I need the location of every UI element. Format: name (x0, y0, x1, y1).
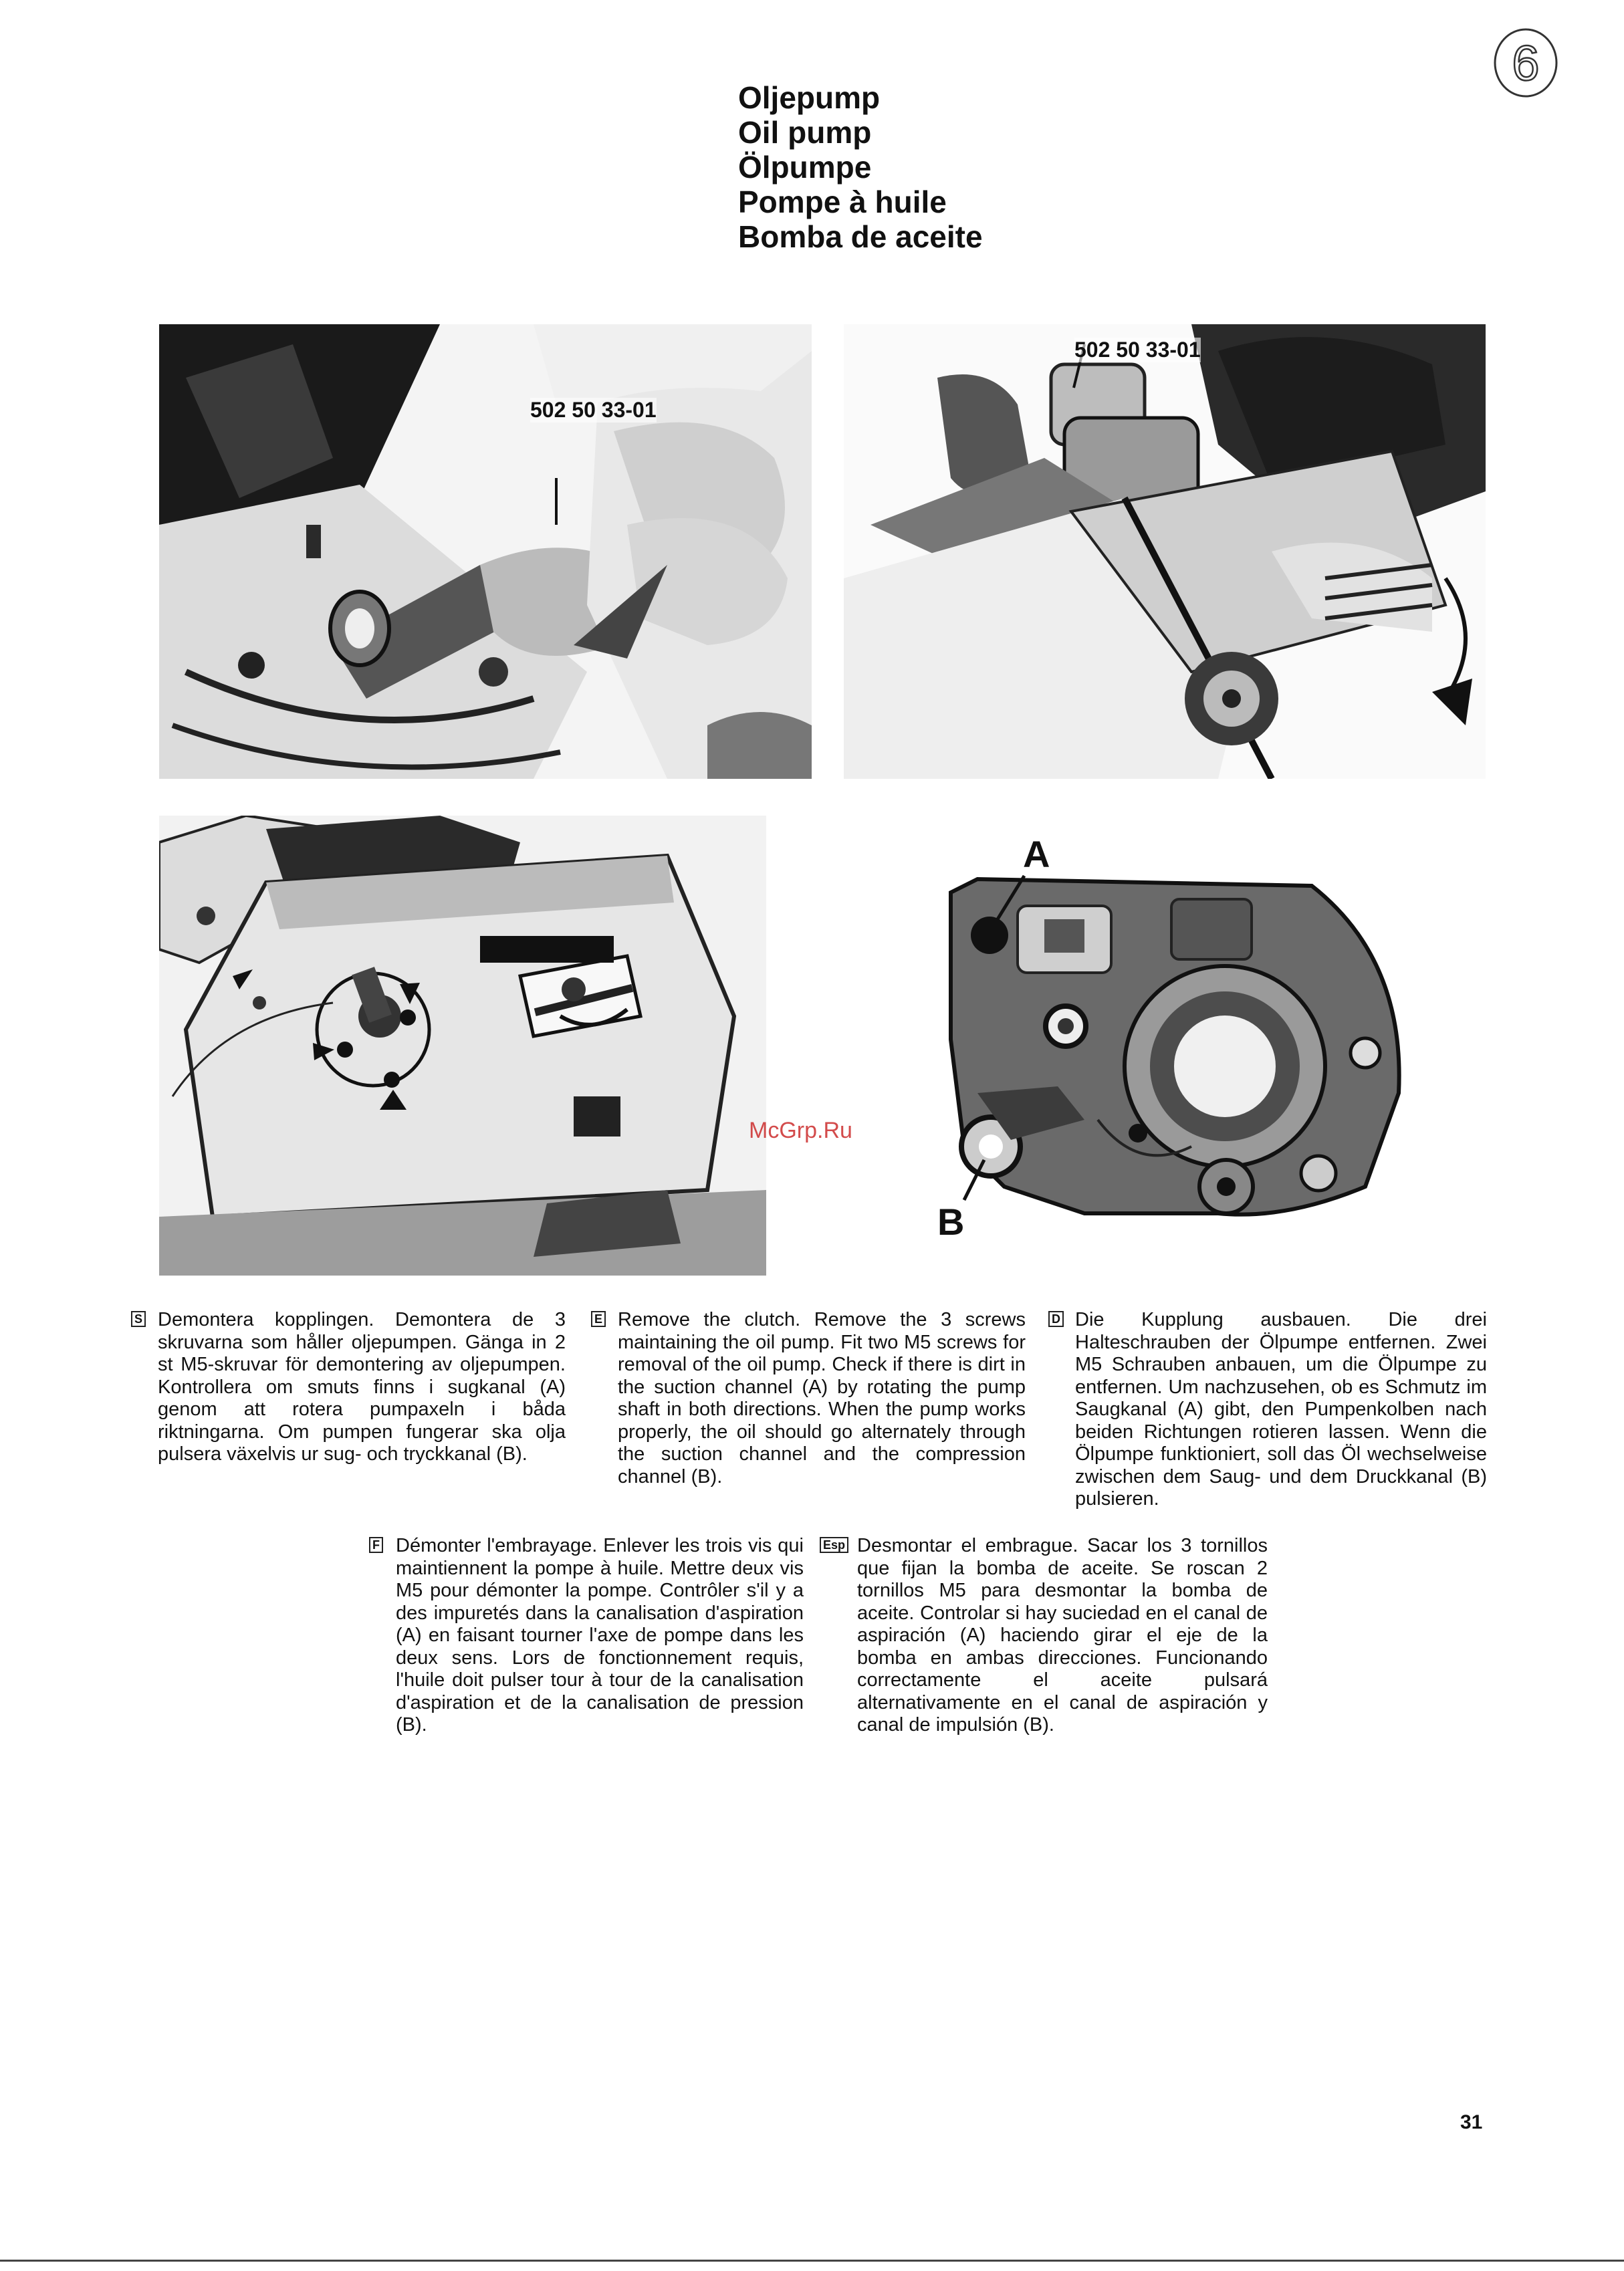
fig2-part-number: 502 50 33-01 (1074, 338, 1201, 362)
lang-badge-english: E (591, 1311, 606, 1327)
bottom-rule (0, 2260, 1624, 2262)
lang-badge-spanish: Esp (820, 1537, 848, 1553)
photo-saw-rotation (844, 324, 1486, 779)
instructions-french-text: Démonter l'embrayage. Enlever les trois vis qui maintiennent la pompe à huile. Mettre deux vis M5 pour démonter la pompe. Contrôler s'il y a des impuretés dans la canalisation d'aspiration (A) en faisant tourner l'axe de pompe dans les deux sens. Lors de fonctionnement requis, l'huile doit pulser tour à tour de la canalisation d'aspiration et de la canalisation de pression (B). (396, 1535, 804, 1736)
title-spanish: Bomba de aceite (738, 219, 983, 254)
section-number-badge (1492, 27, 1559, 99)
photo-tool-installation (159, 324, 812, 779)
photo-oil-pump-channels (937, 839, 1419, 1253)
lang-badge-swedish: S (131, 1311, 146, 1327)
channel-label-a: A (1023, 839, 1050, 875)
channel-label-b: B (937, 1201, 965, 1243)
instructions-french (369, 1535, 804, 1737)
instructions-spanish (820, 1535, 1268, 1737)
instructions-english-text: Remove the clutch. Remove the 3 screws maintaining the oil pump. Fit two M5 screws for removal of the oil pump. Check if there is dirt in the suction channel (A) by rotating the pump shaft in both directions. When the pump works properly, the oil should go alternately through the suction channel and the compression channel (B). (618, 1309, 1026, 1487)
title-english: Oil pump (738, 115, 872, 150)
title-swedish: Oljepump (738, 80, 881, 115)
instructions-german (1048, 1309, 1487, 1511)
page-title (738, 80, 983, 254)
photo-pump-screws (159, 816, 766, 1276)
instructions-swedish-text: Demontera kopplingen. Demontera de 3 skruvarna som håller oljepumpen. Gänga in 2 st M5-skruvar för demontering av oljepumpen. Kontrollera om smuts finns i sugkanal (A) genom att rotera pumpaxeln i båda riktningarna. Om pumpen fungerar ska olja pulsera växelvis ur sug- och tryckkanal (B). (158, 1309, 566, 1465)
section-number: 6 (1512, 35, 1540, 91)
fig1-part-number: 502 50 33-01 (530, 398, 657, 422)
lang-badge-german: D (1048, 1311, 1064, 1327)
instructions-english (591, 1309, 1026, 1488)
page-number: 31 (1460, 2111, 1483, 2133)
instructions-swedish (131, 1309, 566, 1466)
instructions-spanish-text: Desmontar el embrague. Sacar los 3 tornillos que fijan la bomba de aceite. Se roscan 2 tornillos M5 para desmontar la bomba de aceite. Controlar si hay suciedad en el canal de aspiración (A) haciendo girar el eje de la bomba en ambas direcciones. Funcionando correctamente el aceite pulsará alternativamente en el canal de aspiración y canal de impulsión (B). (857, 1535, 1268, 1736)
watermark: McGrp.Ru (749, 1118, 852, 1143)
instructions-german-text: Die Kupplung ausbauen. Die drei Halteschrauben der Ölpumpe entfernen. Zwei M5 Schrauben anbauen, um die Ölpumpe zu entfernen. Um nachzusehen, ob es Schmutz im Saugkanal (A) gibt, den Pumpenkolben nach beiden Richtungen rotieren lassen. Wenn die Ölpumpe funktioniert, soll das Öl wechselweise zwischen dem Saug- und dem Druckkanal (B) pulsieren. (1075, 1309, 1487, 1510)
title-german: Ölpumpe (738, 150, 872, 185)
title-french: Pompe à huile (738, 185, 947, 219)
lang-badge-french: F (369, 1537, 383, 1553)
